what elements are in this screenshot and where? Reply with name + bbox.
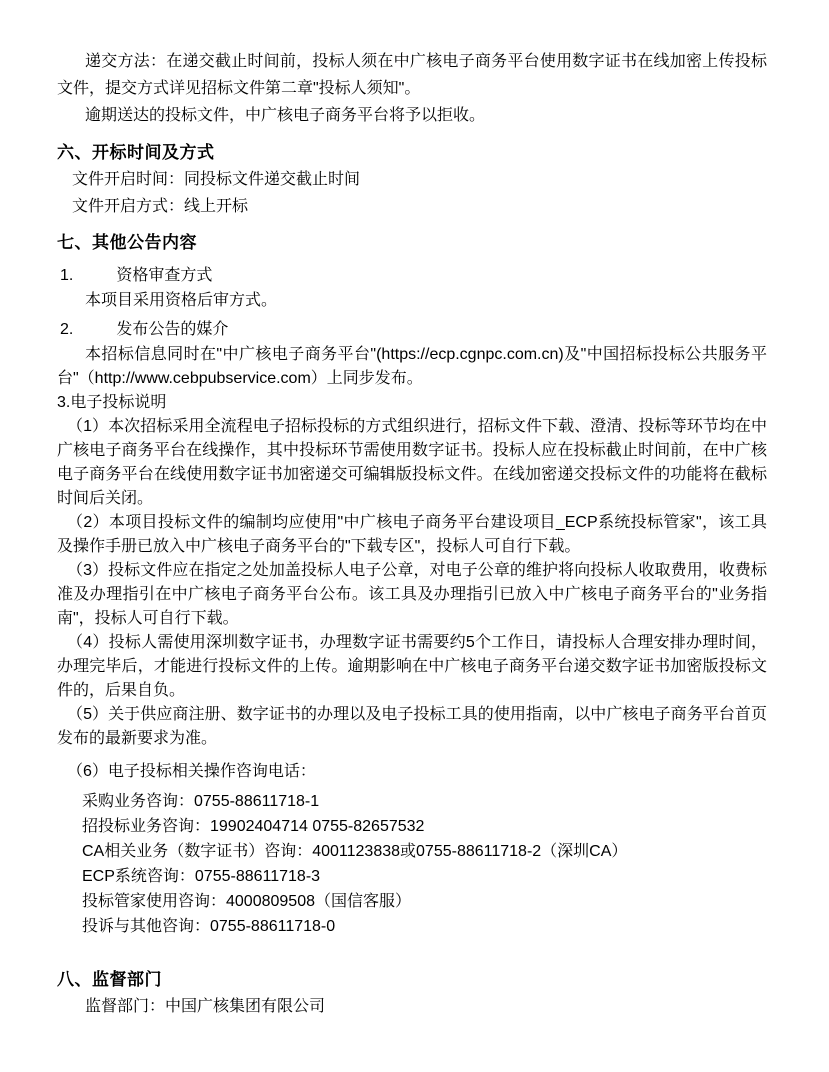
numbered-item-announcement-media — [57, 316, 829, 343]
electronic-bidding-point-4: （4）投标人需使用深圳数字证书，办理数字证书需要约5个工作日，请投标人合理安排办理时间，办理完毕后，才能进行投标文件的上传。逾期影响在中广核电子商务平台递交数字证书加密版投标文件的，后果自负。 — [57, 634, 767, 699]
electronic-bidding-point-5: （5）关于供应商注册、数字证书的办理以及电子投标工具的使用指南，以中广核电子商务平台首页发布的最新要求为准。 — [57, 706, 767, 747]
section-heading-supervision-department: 八、监督部门 — [57, 970, 162, 989]
paragraph-submission-method: 递交方法：在递交截止时间前，投标人须在中广核电子商务平台使用数字证书在线加密上传投标文件，提交方式详见招标文件第二章"投标人须知"。 — [57, 53, 767, 97]
electronic-bidding-point-3: （3）投标文件应在指定之处加盖投标人电子公章，对电子公章的维护将向投标人收取费用，收费标准及办理指引在中广核电子商务平台公布。该工具及办理指引已放入中广核电子商务平台的"业务指南"，投标人可自行下载。 — [57, 562, 767, 627]
hotline-ecp-system: ECP系统咨询：0755-88611718-3 — [82, 868, 321, 885]
electronic-bidding-point-6-hotlines-title: （6）电子投标相关操作咨询电话： — [67, 763, 316, 780]
paragraph-late-submission-rejected: 逾期送达的投标文件，中广核电子商务平台将予以拒收。 — [85, 107, 486, 124]
section-heading-bid-opening: 六、开标时间及方式 — [57, 143, 215, 162]
announcement-media-body: 本招标信息同时在"中广核电子商务平台"(https://ecp.cgnpc.com.cn)及"中国招标投标公共服务平台"（http://www.cebpubservice.com）上同步发布。 — [57, 346, 767, 387]
electronic-bidding-point-2: （2）本项目投标文件的编制均应使用"中广核电子商务平台建设项目_ECP系统投标管家"，该工具及操作手册已放入中广核电子商务平台的"下载专区"，投标人可自行下载。 — [57, 514, 767, 555]
qualification-review-body: 本项目采用资格后审方式。 — [85, 292, 278, 309]
bid-opening-method-line: 文件开启方式：线上开标 — [72, 198, 249, 215]
hotline-bid-manager: 投标管家使用咨询：4000809508（国信客服） — [82, 893, 411, 910]
item-number: 2. — [60, 321, 74, 338]
hotline-ca-certificate: CA相关业务（数字证书）咨询：4001123838或0755-88611718-2（深圳CA） — [82, 843, 628, 860]
hotline-procurement: 采购业务咨询：0755-88611718-1 — [82, 793, 320, 810]
item-number: 1. — [60, 267, 74, 284]
hotline-complaints-other: 投诉与其他咨询：0755-88611718-0 — [82, 918, 336, 935]
electronic-bidding-point-1: （1）本次招标采用全流程电子招标投标的方式组织进行，招标文件下载、澄清、投标等环节均在中广核电子商务平台在线操作，其中投标环节需使用数字证书。投标人应在投标截止时间前，在中广核电子商务平台在线使用数字证书加密递交可编辑版投标文件。在线加密递交投标文件的功能将在截标时间后关闭。 — [57, 418, 767, 507]
consultation-hotline-list — [57, 789, 829, 939]
section-heading-other-contents: 七、其他公告内容 — [57, 233, 197, 252]
item-title-qualification-review: 资格审查方式 — [116, 267, 213, 284]
numbered-item-qualification-review — [57, 262, 829, 289]
bid-opening-time-line: 文件开启时间：同投标文件递交截止时间 — [72, 171, 361, 188]
hotline-tendering: 招投标业务咨询：19902404714 0755-82657532 — [82, 818, 425, 835]
item-title-announcement-media: 发布公告的媒介 — [116, 321, 229, 338]
subsection-title-electronic-bidding: 3.电子投标说明 — [57, 394, 167, 411]
supervision-department-line: 监督部门：中国广核集团有限公司 — [85, 998, 326, 1015]
